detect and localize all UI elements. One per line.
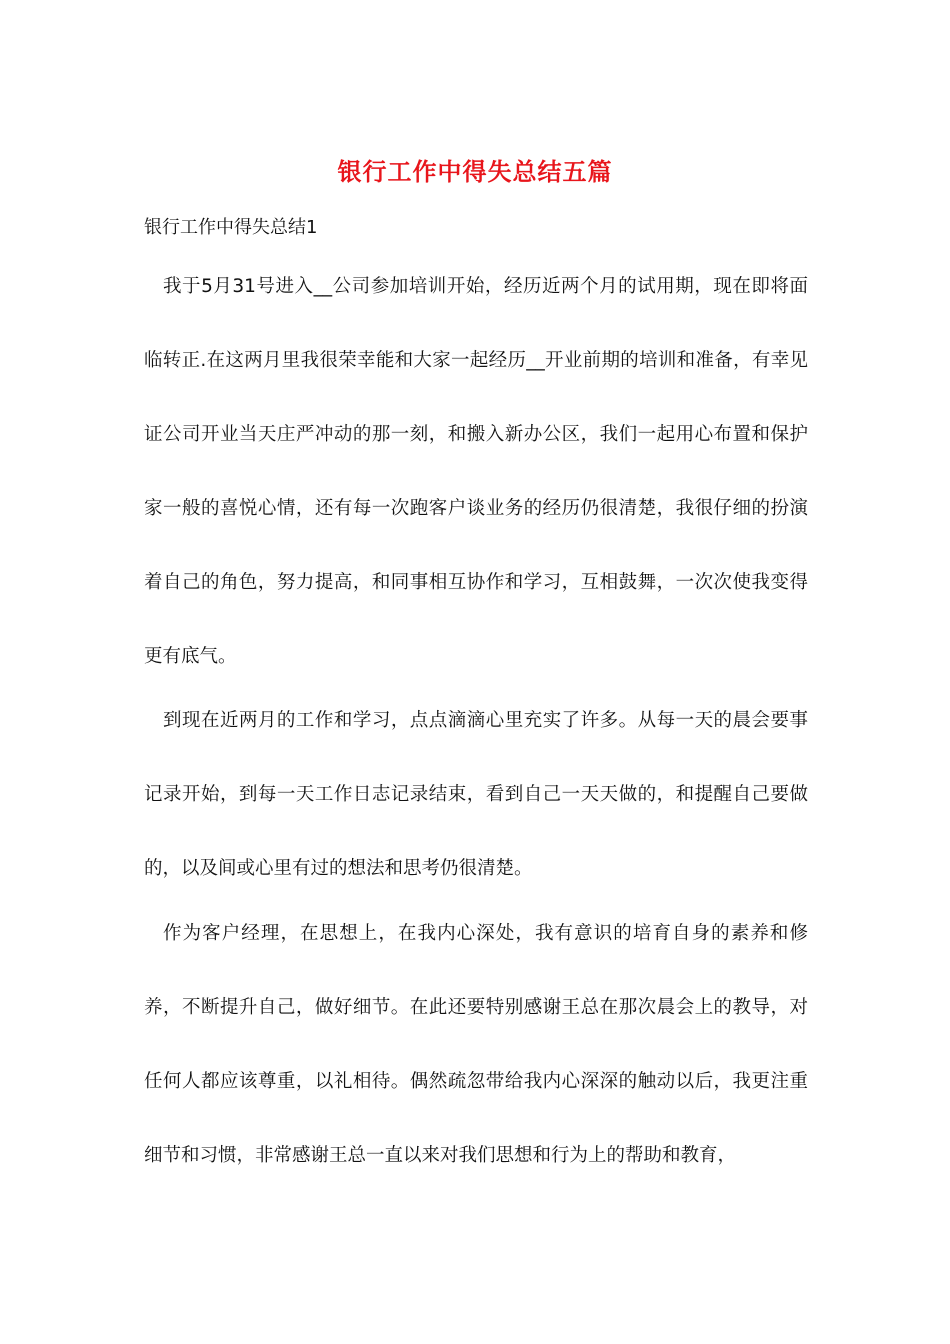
paragraph-2: 到现在近两月的工作和学习，点点滴滴心里充实了许多。从每一天的晨会要事记录开始，到每一天工作日志记录结束，看到自己一天天做的，和提醒自己要做的，以及间或心里有过的想法和思考仍很清楚。 xyxy=(144,710,808,879)
paragraph-3: 作为客户经理，在思想上，在我内心深处，我有意识的培育自身的素养和修养，不断提升自己，做好细节。在此还要特别感谢王总在那次晨会上的教导，对任何人都应该尊重，以礼相待。偶然疏忽带给我内心深深的触动以后，我更注重细节和习惯，非常感谢王总一直以来对我们思想和行为上的帮助和教育， xyxy=(144,923,808,1166)
section-heading: 银行工作中得失总结1 xyxy=(144,217,318,238)
paragraph-1: 我于5月31号进入__公司参加培训开始，经历近两个月的试用期，现在即将面临转正.在这两月里我很荣幸能和大家一起经历__开业前期的培训和准备，有幸见证公司开业当天庄严冲动的那一刻，和搬入新办公区，我们一起用心布置和保护家一般的喜悦心情，还有每一次跑客户谈业务的经历仍很清楚，我很仔细的扮演着自己的角色，努力提高，和同事相互协作和学习，互相鼓舞，一次次使我变得更有底气。 xyxy=(144,276,808,667)
document-title: 银行工作中得失总结五篇 xyxy=(337,157,613,186)
